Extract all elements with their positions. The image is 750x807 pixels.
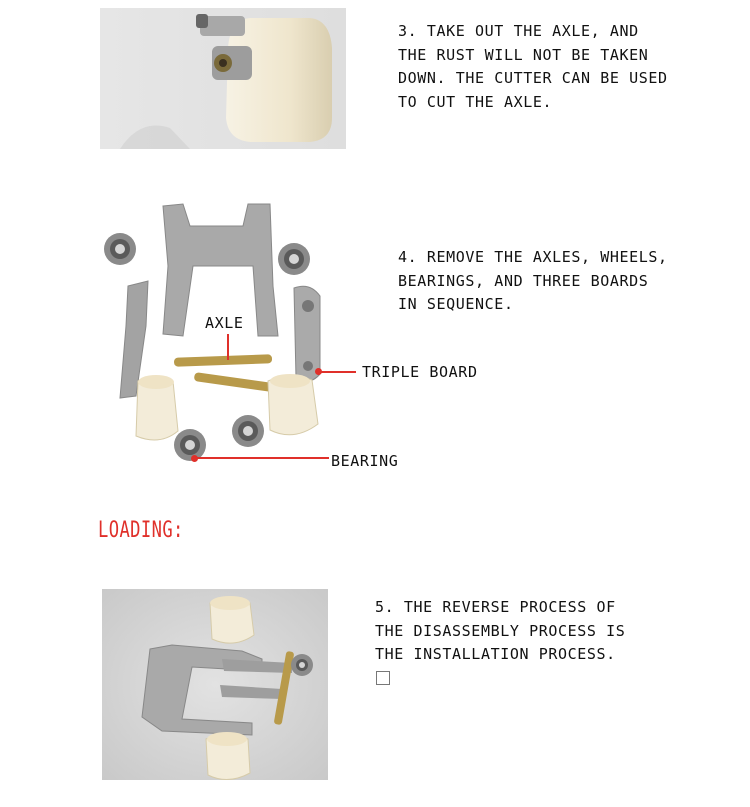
- photo-installation: [102, 589, 328, 780]
- placeholder-box-icon: [376, 671, 390, 685]
- photo-axle-removal: [100, 8, 346, 149]
- step-5-text: 5. THE REVERSE PROCESS OF THE DISASSEMBLY PROCESS IS THE INSTALLATION PROCESS.: [375, 598, 626, 663]
- triple-board-pointer: [318, 371, 356, 373]
- step-3-text: 3. TAKE OUT THE AXLE, AND THE RUST WILL NOT BE TAKEN DOWN. THE CUTTER CAN BE USED TO CUT THE AXLE.: [398, 22, 668, 111]
- step-4-text: 4. REMOVE THE AXLES, WHEELS, BEARINGS, AND THREE BOARDS IN SEQUENCE.: [398, 248, 668, 313]
- bearing-label: BEARING: [331, 452, 399, 470]
- triple-board-pointer-dot: [315, 368, 322, 375]
- triple-board-label: TRIPLE BOARD: [362, 363, 478, 381]
- axle-pointer: [227, 334, 229, 360]
- axle-label: AXLE: [205, 314, 244, 332]
- bearing-pointer: [195, 457, 329, 459]
- loading-heading: LOADING:: [98, 518, 184, 543]
